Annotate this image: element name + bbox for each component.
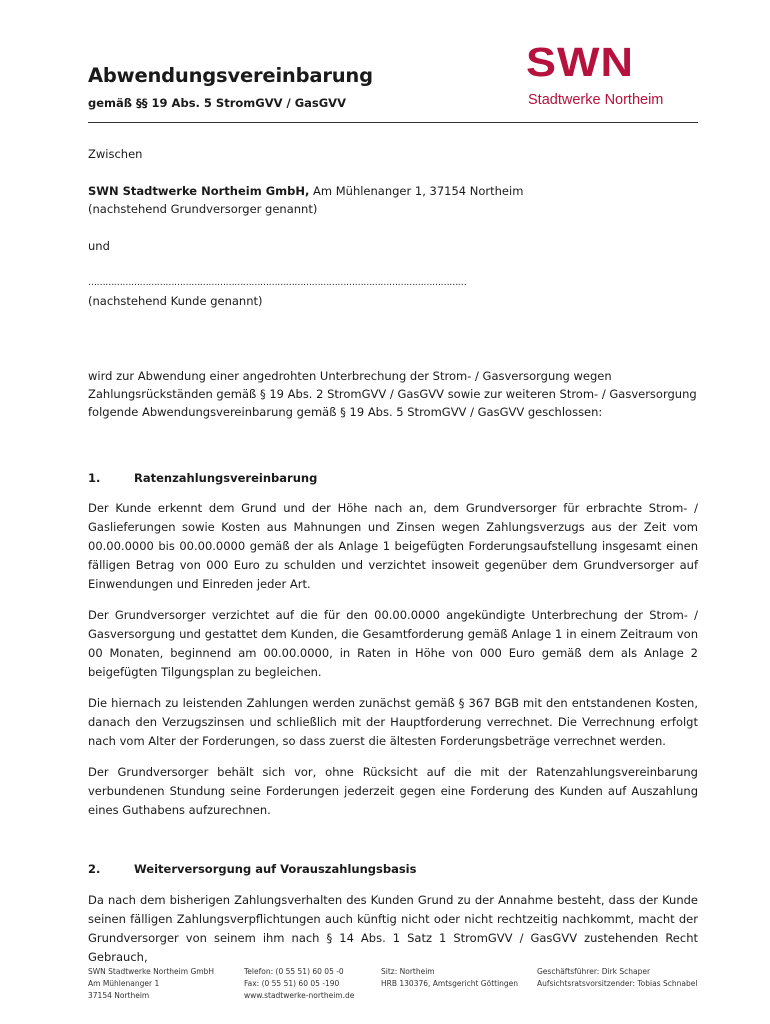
customer-note: (nachstehend Kunde genannt) xyxy=(88,294,263,308)
supplier-address: Am Mühlenanger 1, 37154 Northeim xyxy=(309,184,524,198)
and-label: und xyxy=(88,239,110,253)
section-2-heading xyxy=(88,862,416,876)
section-1-title: Ratenzahlungsvereinbarung xyxy=(134,471,318,485)
intro-line-3: folgende Abwendungsvereinbarung gemäß § 19 Abs. 5 StromGVV / GasGVV geschlossen: xyxy=(88,405,603,419)
footer-website: www.stadtwerke-northeim.de xyxy=(244,991,355,1000)
footer-company-street: Am Mühlenanger 1 xyxy=(88,979,160,988)
logo-wordmark: SWN xyxy=(526,39,634,86)
intro-line-2: Zahlungsrückständen gemäß § 19 Abs. 2 StromGVV / GasGVV sowie zur weiteren Strom- / Gasversorgung xyxy=(88,387,697,401)
footer-register: HRB 130376, Amtsgericht Göttingen xyxy=(381,979,519,988)
footer-phone: Telefon: (0 55 51) 60 05 -0 xyxy=(244,967,344,976)
section-1-paragraph-1: Der Kunde erkennt dem Grund und der Höhe nach an, dem Grundversorger für erbrachte Strom- / Gaslieferungen sowie Kosten aus Mahnungen und Zinsen wegen Zahlungsverzugs aus der Zeit vom 00.00.0000 bis 00.00.0000 gemäß der als Anlage 1 beigefügten Forderungsaufstellung insgesamt einen fälligen Betrag von 000 Euro zu schulden und verzichtet insoweit gegenüber dem Grundversorger auf Einwendungen und Einreden jeder Art. xyxy=(88,501,698,591)
footer-company-city: 37154 Northeim xyxy=(88,991,150,1000)
footer-board-chair: Aufsichtsratsvorsitzender: Tobias Schnabel xyxy=(537,979,698,988)
section-1-paragraph-4: Der Grundversorger behält sich vor, ohne Rücksicht auf die mit der Ratenzahlungsvereinbarung verbundenen Stundung seine Forderungen jederzeit gegen eine Forderung des Kunden auf Auszahlung eines Guthabens aufzurechnen. xyxy=(88,765,698,817)
intro-line-1: wird zur Abwendung einer angedrohten Unterbrechung der Strom- / Gasversorgung wegen xyxy=(88,369,612,383)
footer-company-name: SWN Stadtwerke Northeim GmbH xyxy=(88,967,214,976)
footer-ceo: Geschäftsführer: Dirk Schaper xyxy=(537,967,651,976)
supplier-name: SWN Stadtwerke Northeim GmbH, xyxy=(88,184,310,198)
between-label: Zwischen xyxy=(88,147,143,161)
section-2-title: Weiterversorgung auf Vorauszahlungsbasis xyxy=(134,862,417,876)
document-subtitle: gemäß §§ 19 Abs. 5 StromGVV / GasGVV xyxy=(88,96,346,110)
section-1-paragraph-2: Der Grundversorger verzichtet auf die für den 00.00.0000 angekündigte Unterbrechung der Strom- / Gasversorgung und gestattet dem Kunden, die Gesamtforderung gemäß Anlage 1 in einem Zeitraum von 00 Monaten, beginnend am 00.00.0000, in Raten in Höhe von 000 Euro gemäß dem als Anlage 2 beigefügten Tilgungsplan zu begleichen. xyxy=(88,608,698,679)
supplier-line xyxy=(88,182,523,200)
section-1-heading xyxy=(88,471,317,485)
section-2-paragraph-1: Da nach dem bisherigen Zahlungsverhalten des Kunden Grund zu der Annahme besteht, dass der Kunde seinen fälligen Zahlungsverpflichtungen auch künftig nicht oder nicht rechtzeitig nachkommt, macht der Grundversorger von seinem ihm nach § 14 Abs. 1 Satz 1 StromGVV / GasGVV zustehenden Recht Gebrauch, xyxy=(88,893,698,964)
footer-registry xyxy=(381,966,518,990)
footer-seat: Sitz: Northeim xyxy=(381,967,435,976)
section-1-paragraph-3: Die hiernach zu leistenden Zahlungen werden zunächst gemäß § 367 BGB mit den entstandenen Kosten, danach den Verzugszinsen und schließlich mit der Hauptforderung verrechnet. Die Verrechnung erfolgt nach vom Alter der Forderungen, so dass zuerst die ältesten Forderungsbeträge verrechnet werden. xyxy=(88,696,698,748)
footer-company xyxy=(88,966,214,1002)
footer-management xyxy=(537,966,697,990)
footer-fax: Fax: (0 55 51) 60 05 -190 xyxy=(244,979,340,988)
section-1-number: 1. xyxy=(88,471,101,485)
supplier-note: (nachstehend Grundversorger genannt) xyxy=(88,202,318,216)
document-title: Abwendungsvereinbarung xyxy=(88,64,373,87)
section-2-number: 2. xyxy=(88,862,101,876)
customer-blank-line: …………………………………………………………………………………………………………………… xyxy=(88,278,467,288)
footer-contact xyxy=(244,966,354,1002)
header-divider xyxy=(88,122,698,123)
logo-subtitle: Stadtwerke Northeim xyxy=(528,92,664,108)
swn-logo xyxy=(526,39,698,112)
